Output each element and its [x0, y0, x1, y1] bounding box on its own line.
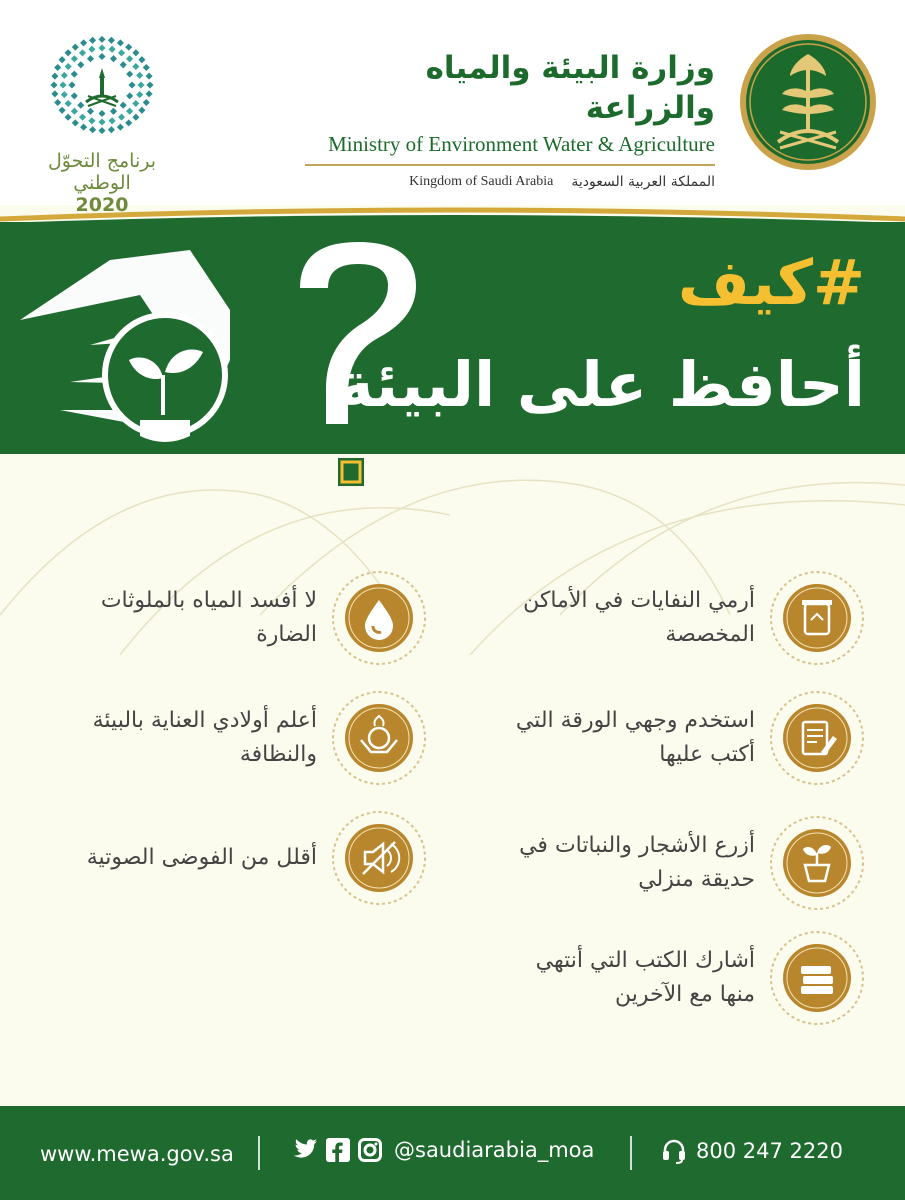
- tip-text: أشارك الكتب التي أنتهي منها مع الآخرين: [535, 948, 755, 1007]
- logo-dot: [98, 53, 105, 60]
- vision-star-icon: [42, 30, 162, 140]
- tip-item: [500, 930, 865, 1026]
- tip-item: [62, 570, 427, 666]
- headset-icon: [662, 1138, 686, 1164]
- banner-title-line2: أحافظ على البيئة: [337, 348, 865, 421]
- logo-dot: [88, 46, 95, 53]
- logo-dot: [87, 55, 94, 62]
- logo-dot: [98, 127, 105, 134]
- ministry-block: [295, 48, 715, 190]
- banner-title-line1: #كيف: [677, 246, 865, 319]
- water-drop-icon: [331, 570, 427, 666]
- logo-dot: [126, 71, 133, 78]
- logo-dot: [126, 92, 133, 99]
- tip-text: أقلل من الفوضى الصوتية: [86, 845, 317, 870]
- logo-dot: [120, 61, 127, 68]
- logo-dot: [65, 100, 72, 107]
- logo-dot: [68, 81, 75, 88]
- logo-dot: [117, 39, 124, 46]
- logo-dot: [80, 39, 87, 46]
- phone-contact: [662, 1138, 843, 1164]
- tip-text: أزرع الأشجار والنباتات في حديقة منزلي: [519, 833, 755, 892]
- paper-pencil-icon: [769, 690, 865, 786]
- logo-dot: [87, 108, 94, 115]
- logo-dot: [98, 118, 105, 125]
- recycle-bin-icon: [769, 570, 865, 666]
- social-handle[interactable]: @saudiarabia_moa: [394, 1138, 595, 1162]
- ministry-emblem-icon: [738, 32, 878, 172]
- logo-dot: [137, 81, 144, 88]
- facebook-icon[interactable]: [326, 1138, 350, 1162]
- logo-dot: [61, 91, 68, 98]
- vision-program-year: 2020: [75, 194, 129, 216]
- kingdom-name-ar: المملكة العربية السعودية: [571, 174, 715, 190]
- books-icon: [769, 930, 865, 1026]
- logo-dot: [79, 114, 86, 121]
- logo-dot: [79, 49, 86, 56]
- twitter-icon[interactable]: [290, 1138, 318, 1162]
- logo-dot: [143, 64, 150, 71]
- logo-dot: [72, 119, 79, 126]
- instagram-icon[interactable]: [358, 1138, 382, 1162]
- logo-dot: [98, 110, 105, 117]
- tip-item: [500, 690, 865, 786]
- logo-dot: [61, 72, 68, 79]
- tip-item: [62, 810, 427, 906]
- tip-text: أعلم أولادي العناية بالبيئة والنظافة: [92, 708, 317, 767]
- phone-number[interactable]: 800 247 2220: [696, 1139, 843, 1163]
- logo-dot: [51, 73, 58, 80]
- mute-speaker-icon: [331, 810, 427, 906]
- logo-dot: [136, 72, 143, 79]
- logo-dot: [51, 90, 58, 97]
- ministry-divider: [305, 164, 715, 166]
- logo-dot: [118, 49, 125, 56]
- social-links: [290, 1138, 594, 1162]
- logo-dot: [136, 91, 143, 98]
- logo-dot: [132, 63, 139, 70]
- logo-dot: [146, 90, 153, 97]
- ministry-name-ar: وزارة البيئة والمياه والزراعة: [425, 50, 715, 126]
- logo-dot: [110, 108, 117, 115]
- logo-dot: [126, 108, 133, 115]
- logo-dot: [65, 63, 72, 70]
- footer-divider: [630, 1136, 632, 1170]
- logo-dot: [125, 119, 132, 126]
- logo-dot: [143, 99, 150, 106]
- logo-dot: [128, 81, 135, 88]
- logo-dot: [132, 49, 139, 56]
- logo-dot: [80, 124, 87, 131]
- logo-dot: [65, 114, 72, 121]
- logo-dot: [138, 56, 145, 63]
- logo-dot: [132, 114, 139, 121]
- ministry-name-en: Ministry of Environment Water & Agriculture: [328, 132, 715, 156]
- logo-dot: [146, 73, 153, 80]
- earth-hands-icon: [331, 690, 427, 786]
- logo-dot: [89, 126, 96, 133]
- logo-dot: [77, 61, 84, 68]
- logo-dot: [59, 107, 66, 114]
- logo-dot: [50, 81, 57, 88]
- logo-dot: [126, 55, 133, 62]
- logo-dot: [71, 71, 78, 78]
- logo-dot: [71, 55, 78, 62]
- logo-dot: [54, 99, 61, 106]
- logo-dot: [138, 107, 145, 114]
- logo-dot: [146, 81, 153, 88]
- logo-dot: [59, 56, 66, 63]
- vision-program-label: برنامج التحوّل الوطني: [47, 150, 157, 194]
- footer-divider: [258, 1136, 260, 1170]
- logo-dot: [59, 81, 66, 88]
- logo-dot: [108, 126, 115, 133]
- tip-text: استخدم وجهي الورقة التي أكتب عليها: [515, 708, 755, 767]
- logo-dot: [89, 37, 96, 44]
- website-link[interactable]: www.mewa.gov.sa: [40, 1142, 234, 1166]
- logo-dot: [125, 44, 132, 51]
- header: [0, 0, 905, 216]
- logo-dot: [71, 108, 78, 115]
- logo-dot: [109, 117, 116, 124]
- logo-dot: [132, 100, 139, 107]
- logo-dot: [109, 46, 116, 53]
- plant-pot-icon: [769, 815, 865, 911]
- logo-dot: [108, 37, 115, 44]
- logo-dot: [120, 102, 127, 109]
- logo-dot: [98, 44, 105, 51]
- logo-dot: [72, 44, 79, 51]
- kingdom-name-en: Kingdom of Saudi Arabia: [409, 174, 554, 189]
- logo-dot: [118, 114, 125, 121]
- logo-dot: [54, 64, 61, 71]
- tip-item: [62, 690, 427, 786]
- footer: [0, 1106, 905, 1200]
- logo-dot: [98, 36, 105, 43]
- tip-text: أرمي النفايات في الأماكن المخصصة: [523, 588, 755, 647]
- logo-dot: [65, 49, 72, 56]
- logo-dot: [117, 124, 124, 131]
- vision-2030-logo: [22, 30, 182, 216]
- tip-text: لا أفسد المياه بالملوثات الضارة: [100, 588, 317, 647]
- tip-item: [500, 570, 865, 666]
- logo-dot: [88, 117, 95, 124]
- logo-dot: [110, 55, 117, 62]
- tip-item: [500, 815, 865, 911]
- logo-dot: [71, 92, 78, 99]
- logo-dot: [77, 102, 84, 109]
